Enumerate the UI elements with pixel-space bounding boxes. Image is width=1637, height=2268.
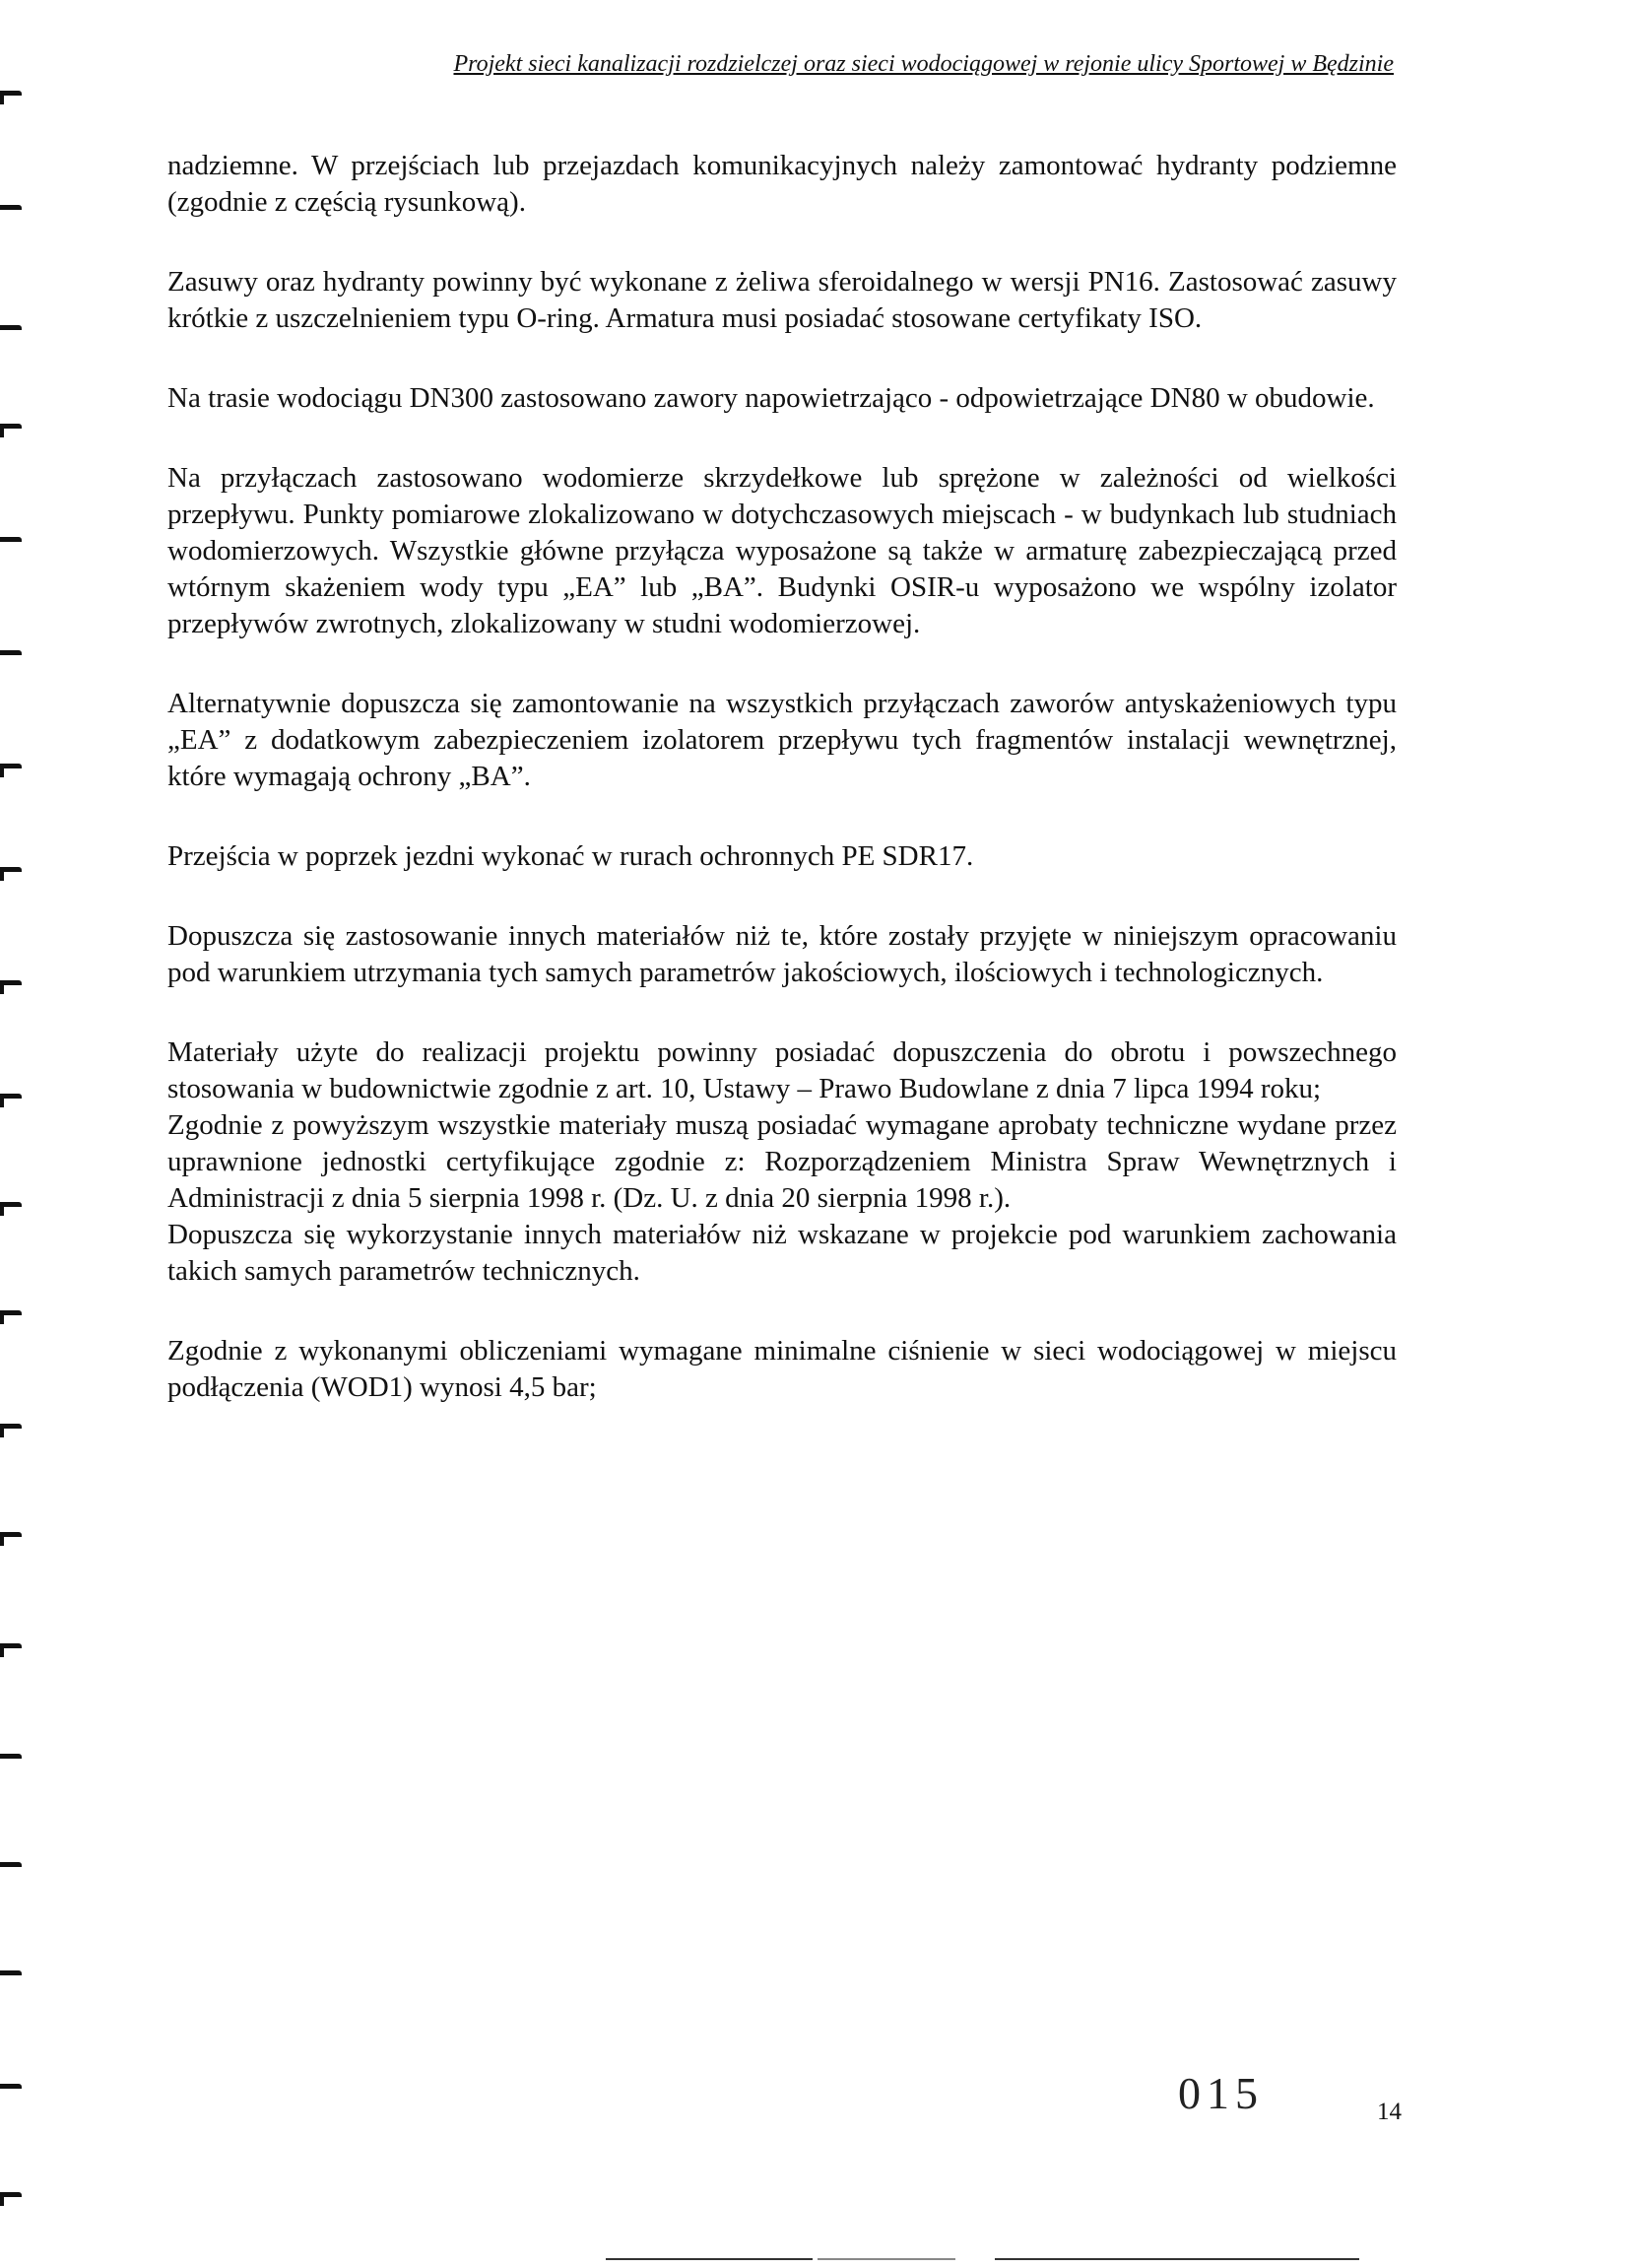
binder-mark [0,867,22,872]
binder-mark [0,1310,22,1315]
binder-mark [0,537,22,542]
binder-mark [0,1970,22,1975]
binder-mark [0,1754,22,1759]
binder-mark [0,1532,22,1537]
paragraph: Materiały użyte do realizacji projektu powinny posiadać dopuszczenia do obrotu i powszechnego stosowania w budownictwie zgodnie z art. 10, Ustawy – Prawo Budowlane z dnia 7 lipca 1994 roku; [167,1036,1397,1104]
paragraph: Dopuszcza się zastosowanie innych materiałów niż te, które zostały przyjęte w niniejszym opracowaniu pod warunkiem utrzymania tych samych parametrów jakościowych, ilościowych i technologicznych. [167,920,1397,988]
paragraph: Na trasie wodociągu DN300 zastosowano zawory napowietrzająco - odpowietrzające DN80 w obudowie. [167,382,1375,414]
paragraph: Zasuwy oraz hydranty powinny być wykonane z żeliwa sferoidalnego w wersji PN16. Zastosować zasuwy krótkie z uszczelnieniem typu O-ring. Armatura musi posiadać stosowane certyfikaty ISO. [167,266,1397,334]
binder-mark [0,2084,22,2089]
paragraph: nadziemne. W przejściach lub przejazdach komunikacyjnych należy zamontować hydranty podziemne (zgodnie z częścią rysunkową). [167,150,1397,218]
bottom-scan-line [818,2258,955,2260]
paragraph: Przejścia w poprzek jezdni wykonać w rurach ochronnych PE SDR17. [167,840,974,872]
binder-mark [0,424,22,429]
binder-mark [0,1862,22,1867]
binder-mark [0,764,22,768]
document-header: Projekt sieci kanalizacji rozdzielczej oraz sieci wodociągowej w rejonie ulicy Sportowej w Będzinie [453,51,1394,77]
binder-mark [0,325,22,330]
binder-mark [0,980,22,985]
paragraph: Alternatywnie dopuszcza się zamontowanie na wszystkich przyłączach zaworów antyskażeniowych typu „EA” z dodatkowym zabezpieczeniem izolatorem przepływu tych fragmentów instalacji wewnętrznej, które wymagają ochrony „BA”. [167,688,1397,792]
binder-mark [0,1202,22,1207]
binder-mark [0,650,22,655]
binder-mark [0,1643,22,1648]
binder-mark [0,2192,22,2197]
bottom-scan-line [995,2258,1359,2260]
paragraph: Zgodnie z wykonanymi obliczeniami wymagane minimalne ciśnienie w sieci wodociągowej w miejscu podłączenia (WOD1) wynosi 4,5 bar; [167,1335,1397,1403]
binder-mark [0,91,22,96]
page-number: 14 [1377,2099,1402,2125]
bottom-scan-line [606,2258,813,2260]
paragraph: Na przyłączach zastosowano wodomierze skrzydełkowe lub sprężone w zależności od wielkości przepływu. Punkty pomiarowe zlokalizowano w dotychczasowych miejscach - w budynkach lub studniach wodomierzowych. Wszystkie główne przyłącza wyposażone są także w armaturę zabezpieczającą przed wtórnym skażeniem wody typu „EA” lub „BA”. Budynki OSIR-u wyposażono we wspólny izolator przepływów zwrotnych, zlokalizowany w studni wodomierzowej. [167,462,1397,639]
binder-mark [0,1094,22,1099]
binder-mark [0,205,22,210]
archive-stamp-number: 015 [1178,2068,1264,2118]
paragraph: Zgodnie z powyższym wszystkie materiały muszą posiadać wymagane aprobaty techniczne wydane przez uprawnione jednostki certyfikujące zgodnie z: Rozporządzeniem Ministra Spraw Wewnętrznych i Administracji z dnia 5 sierpnia 1998 r. (Dz. U. z dnia 20 sierpnia 1998 r.). [167,1109,1397,1214]
binder-mark [0,1424,22,1429]
document-body [167,148,1397,1449]
paragraph: Dopuszcza się wykorzystanie innych materiałów niż wskazane w projekcie pod warunkiem zachowania takich samych parametrów technicznych. [167,1219,1397,1287]
